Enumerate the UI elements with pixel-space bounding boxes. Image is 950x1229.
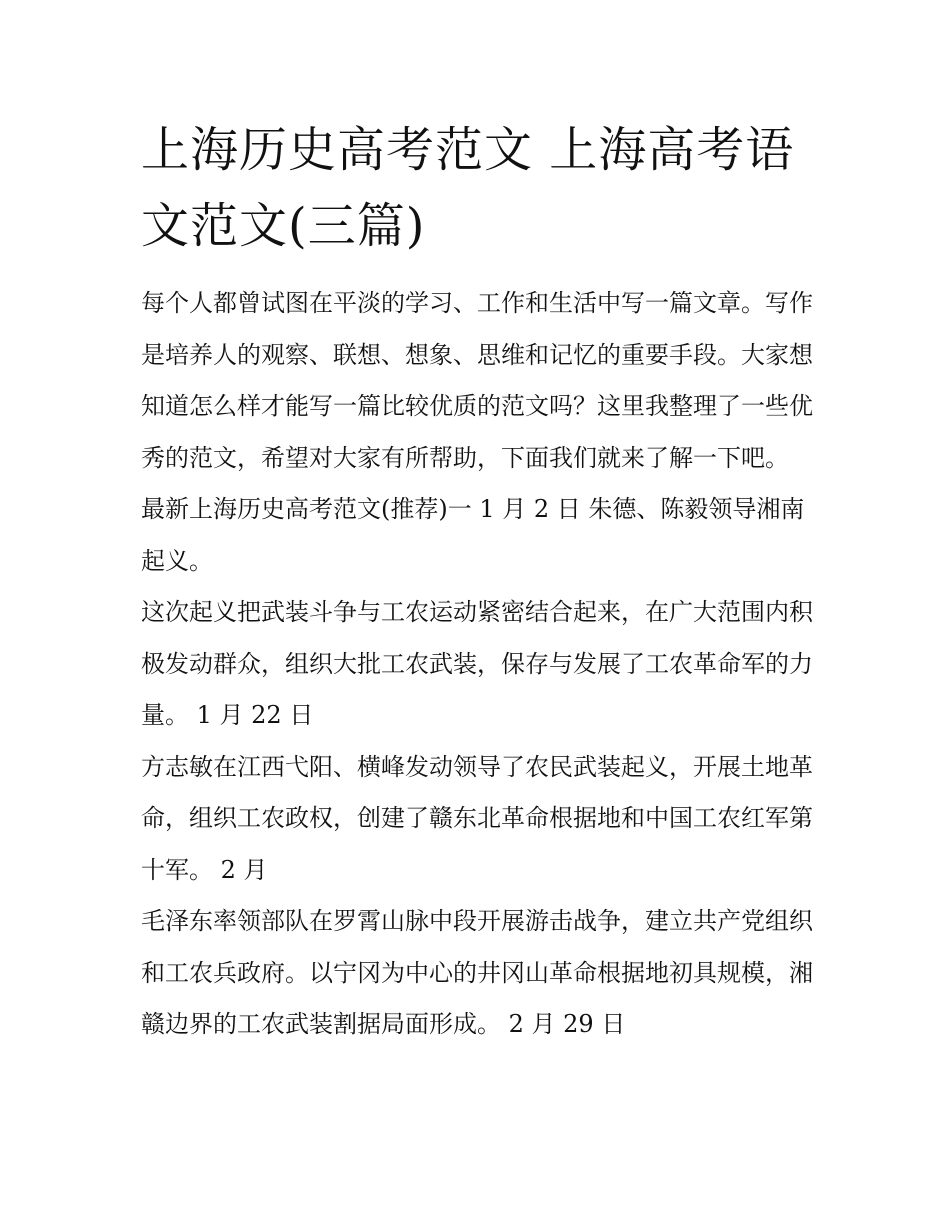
- document-title: 上海历史高考范文 上海高考语文范文(三篇): [141, 122, 795, 254]
- paragraph-intro: 每个人都曾试图在平淡的学习、工作和生活中写一篇文章。写作是培养人的观察、联想、想象、思维和记忆的重要手段。大家想知道怎么样才能写一篇比较优质的范文吗？这里我整理了一些优秀的范文，希望对大家有所帮助，下面我们就来了解一下吧。: [141, 289, 813, 472]
- document-page: [141, 112, 813, 1051]
- paragraph-fang-zhimin: 方志敏在江西弋阳、横峰发动领导了农民武装起义，开展土地革命，组织工农政权，创建了赣东北革命根据地和中国工农红军第十军。 2 月: [141, 752, 813, 884]
- paragraph-uprising: 这次起义把武装斗争与工农运动紧密结合起来，在广大范围内积极发动群众，组织大批工农武装，保存与发展了工农革命军的力量。 1 月 22 日: [141, 598, 813, 729]
- paragraph-section-heading: 最新上海历史高考范文(推荐)一 1 月 2 日 朱德、陈毅领导湘南起义。: [141, 495, 805, 575]
- paragraph-mao-zedong: 毛泽东率领部队在罗霄山脉中段开展游击战争，建立共产党组织和工农兵政府。以宁冈为中心的井冈山革命根据地初具规模，湘赣边界的工农武装割据局面形成。 2 月 29 日: [141, 907, 813, 1038]
